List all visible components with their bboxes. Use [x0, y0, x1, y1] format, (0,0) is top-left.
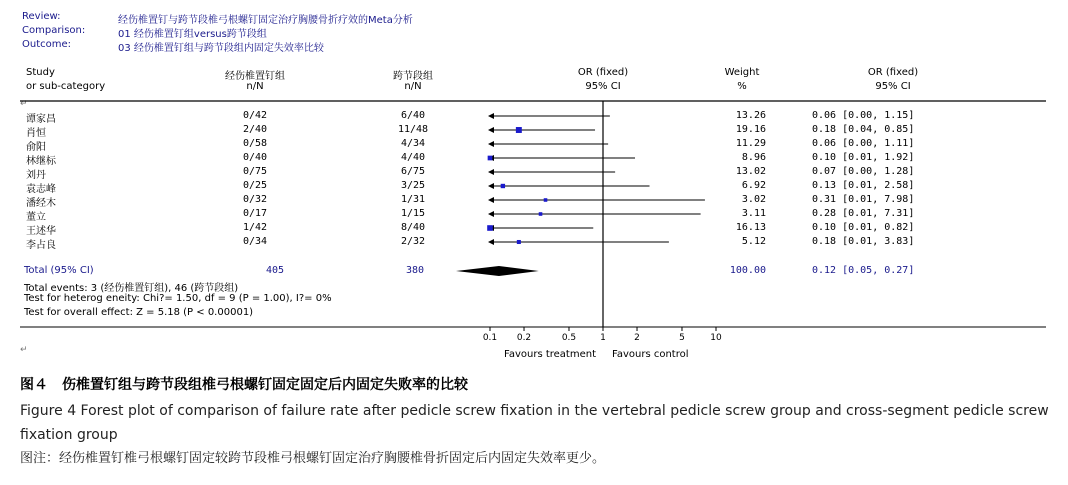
- ci-arrow: [488, 183, 494, 189]
- study-g1: 0/40: [242, 152, 268, 163]
- ci-arrow: [488, 113, 494, 119]
- study-or-ci: 0.10 [0.01, 0.82]: [812, 222, 915, 233]
- comparison-value: 01 经伤椎置钉组versus跨节段组: [118, 29, 267, 40]
- study-name: 潘经木: [26, 198, 56, 209]
- x-tick-label: 0.5: [561, 333, 577, 343]
- col-study-sub: or sub-category: [26, 81, 106, 92]
- total-weight: 100.00: [729, 265, 766, 276]
- study-or-ci: 0.28 [0.01, 7.31]: [812, 208, 915, 219]
- study-name: 董立: [26, 212, 46, 223]
- study-weight: 11.29: [735, 138, 766, 149]
- study-g2: 1/31: [400, 194, 426, 205]
- study-g1: 1/42: [242, 222, 268, 233]
- comparison-label: Comparison:: [22, 25, 86, 36]
- study-weight: 19.16: [735, 124, 766, 135]
- total-g2: 380: [405, 265, 425, 276]
- total-diamond: [456, 266, 539, 276]
- study-g1: 0/58: [242, 138, 268, 149]
- study-name: 李占良: [26, 240, 56, 251]
- total-g1: 405: [265, 265, 285, 276]
- study-name: 袁志峰: [26, 184, 56, 195]
- study-weight: 3.02: [741, 194, 766, 205]
- col-group1-sub: n/N: [246, 81, 264, 92]
- study-name: 肖恒: [26, 128, 46, 139]
- outcome-label: Outcome:: [22, 39, 72, 50]
- study-weight: 13.26: [735, 110, 766, 121]
- ci-arrow: [488, 239, 494, 245]
- study-g2: 6/75: [400, 166, 426, 177]
- study-g2: 6/40: [400, 110, 426, 121]
- ci-arrow: [488, 141, 494, 147]
- x-tick-label: 2: [634, 333, 640, 343]
- study-g2: 8/40: [400, 222, 426, 233]
- col-group2: 跨节段组: [393, 71, 433, 82]
- ci-arrow: [488, 127, 494, 133]
- heterogeneity-test: Test for heterog eneity: Chi?= 1.50, df = 9 (P = 1.00), I?= 0%: [24, 293, 332, 304]
- return-mark: ↵: [20, 345, 28, 355]
- study-g1: 0/42: [242, 110, 268, 121]
- study-weight: 13.02: [735, 166, 766, 177]
- study-or-ci: 0.06 [0.00, 1.15]: [812, 110, 915, 121]
- favours-treatment: Favours treatment: [504, 349, 597, 360]
- x-tick-label: 5: [679, 333, 685, 343]
- study-g2: 1/15: [400, 208, 426, 219]
- study-name: 俞阳: [26, 142, 46, 153]
- col-weight-sub: %: [737, 81, 747, 92]
- ci-arrow: [488, 197, 494, 203]
- point-estimate: [516, 127, 522, 133]
- col-study: Study: [26, 67, 55, 78]
- favours-control: Favours control: [612, 349, 689, 360]
- x-tick-label: 0.1: [482, 333, 498, 343]
- study-g1: 0/25: [242, 180, 268, 191]
- caption-en-title: Figure 4 Forest plot of comparison of failure rate after pedicle screw fixation in the vertebral pedicle screw group and cross-segment pedicle screw fixation group: [20, 403, 1049, 443]
- caption-note: 图注：经伤椎置钉椎弓根螺钉固定较跨节段椎弓根螺钉固定治疗胸腰椎骨折固定后内固定失效率更少。: [20, 451, 606, 466]
- point-estimate: [501, 184, 505, 188]
- study-or-ci: 0.18 [0.01, 3.83]: [812, 236, 915, 247]
- col-or: OR (fixed): [577, 67, 629, 78]
- x-tick-label: 10: [710, 333, 722, 343]
- study-weight: 6.92: [741, 180, 766, 191]
- total-label: Total (95% CI): [24, 265, 94, 276]
- ci-arrow: [488, 169, 494, 175]
- study-name: 谭家昌: [26, 114, 56, 125]
- ci-arrow: [488, 211, 494, 217]
- study-g2: 2/32: [400, 236, 426, 247]
- study-weight: 3.11: [741, 208, 766, 219]
- caption-cn-title: 图４ 伤椎置钉组与跨节段组椎弓根螺钉固定固定后内固定失败率的比较: [20, 377, 468, 393]
- col-group2-sub: n/N: [404, 81, 422, 92]
- col-group1: 经伤椎置钉组: [225, 71, 285, 82]
- review-value: 经伤椎置钉与跨节段椎弓根螺钉固定治疗胸腰骨折疗效的Meta分析: [118, 15, 413, 26]
- study-or-ci: 0.06 [0.00, 1.11]: [812, 138, 915, 149]
- study-weight: 5.12: [741, 236, 766, 247]
- study-or-ci: 0.07 [0.00, 1.28]: [812, 166, 915, 177]
- study-or-ci: 0.13 [0.01, 2.58]: [812, 180, 915, 191]
- study-g2: 11/48: [397, 124, 429, 135]
- col-weight: Weight: [724, 67, 760, 78]
- point-estimate: [544, 198, 548, 202]
- study-name: 王述华: [26, 226, 56, 237]
- total-or-ci: 0.12 [0.05, 0.27]: [812, 265, 915, 276]
- study-g1: 2/40: [242, 124, 268, 135]
- review-label: Review:: [22, 11, 61, 22]
- study-or-ci: 0.10 [0.01, 1.92]: [812, 152, 915, 163]
- study-g1: 0/75: [242, 166, 268, 177]
- study-name: 林继标: [26, 156, 56, 167]
- study-or-ci: 0.31 [0.01, 7.98]: [812, 194, 915, 205]
- outcome-value: 03 经伤椎置钉组与跨节段组内固定失效率比较: [118, 43, 324, 54]
- return-mark: ↵: [20, 99, 28, 109]
- study-weight: 16.13: [735, 222, 766, 233]
- x-tick-label: 1: [600, 333, 606, 343]
- study-g2: 3/25: [400, 180, 426, 191]
- point-estimate: [539, 212, 543, 216]
- point-estimate: [487, 225, 493, 231]
- overall-effect-test: Test for overall effect: Z = 5.18 (P < 0.00001): [24, 307, 254, 318]
- x-tick-label: 0.2: [516, 333, 532, 343]
- study-name: 刘丹: [26, 170, 46, 181]
- col-or-ci: 95% CI: [585, 81, 621, 92]
- point-estimate: [517, 240, 521, 244]
- study-or-ci: 0.18 [0.04, 0.85]: [812, 124, 915, 135]
- point-estimate: [488, 156, 493, 161]
- study-g1: 0/34: [242, 236, 268, 247]
- study-g2: 4/40: [400, 152, 426, 163]
- col-or2-ci: 95% CI: [875, 81, 911, 92]
- study-g1: 0/32: [242, 194, 268, 205]
- study-weight: 8.96: [741, 152, 766, 163]
- total-events: Total events: 3 (经伤椎置钉组), 46 (跨节段组): [24, 283, 239, 294]
- col-or2: OR (fixed): [867, 67, 919, 78]
- study-g2: 4/34: [400, 138, 426, 149]
- study-g1: 0/17: [242, 208, 268, 219]
